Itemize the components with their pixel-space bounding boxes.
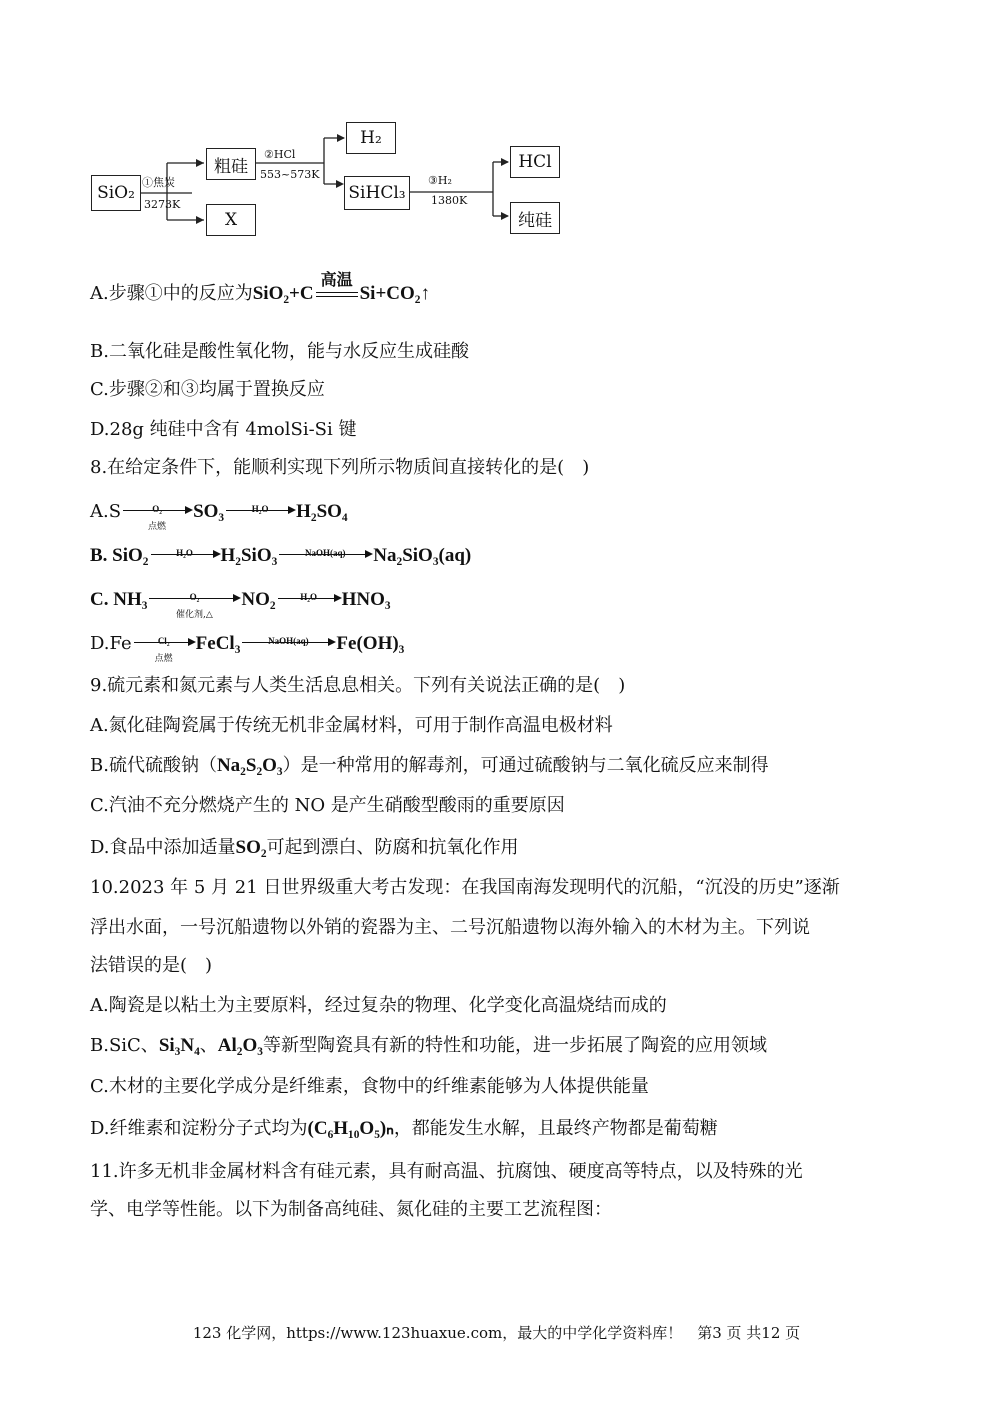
arrow-reagent: O₂: [189, 592, 200, 602]
product: HNO₃: [341, 589, 391, 610]
text: D.食品中添加适量: [90, 837, 236, 858]
arrow-reagent: NaOH(aq): [305, 548, 346, 558]
q11-stem-line2: 学、电学等性能。以下为制备高纯硅、氮化硅的主要工艺流程图：: [90, 1199, 612, 1220]
arrow-condition: 点燃: [148, 522, 167, 532]
option-label: D.Fe: [90, 633, 132, 654]
reaction-arrow: [151, 545, 219, 567]
arrow-reagent: H₂O: [176, 548, 193, 558]
arrow-reagent: Cl₂: [157, 636, 170, 646]
step3-temp: 1380K: [431, 194, 468, 207]
text: B.SiC、: [90, 1035, 159, 1056]
q10-option-b: [90, 1034, 767, 1058]
q8-option-d: [90, 632, 405, 664]
q8-option-c: [90, 588, 391, 620]
q7-option-a: [90, 270, 430, 306]
arrow-reagent: H₂O: [300, 592, 317, 602]
product: H₂SiO₃: [220, 545, 278, 566]
q9-option-c: C.汽油不充分燃烧产生的 NO 是产生硝酸型酸雨的重要原因: [90, 795, 565, 816]
text: D.纤维素和淀粉分子式均为: [90, 1118, 308, 1139]
q11-stem-line1: 11.许多无机非金属材料含有硅元素，具有耐高温、抗腐蚀、硬度高等特点，以及特殊的光: [90, 1161, 803, 1182]
arrow-condition: 催化剂,△: [176, 610, 213, 620]
arrow-reagent: H₂O: [251, 504, 269, 514]
q7-a-reactants: SiO₂+C: [252, 283, 314, 304]
arrow-reagent: NaOH(aq): [268, 636, 309, 646]
product: H₂SO₄: [296, 501, 348, 522]
reaction-arrow: [226, 501, 294, 523]
step3-reagent: ③H₂: [428, 174, 452, 187]
arrow-condition: 点燃: [154, 654, 173, 664]
q7-option-b: B.二氧化硅是酸性氧化物，能与水反应生成硅酸: [90, 341, 469, 362]
reaction-arrow: [278, 589, 340, 611]
q10-stem-line3: 法错误的是( ): [90, 955, 213, 976]
text: 等新型陶瓷具有新的特性和功能，进一步拓展了陶瓷的应用领域: [262, 1035, 767, 1056]
product: NO₂: [241, 589, 276, 610]
q10-option-a: A.陶瓷是以粘土为主要原料，经过复杂的物理、化学变化高温烧结而成的: [90, 995, 667, 1016]
product: Fe(OH)₃: [336, 633, 405, 654]
q8-option-b: [90, 544, 471, 568]
q8-stem: 8.在给定条件下，能顺利实现下列所示物质间直接转化的是( ): [90, 457, 590, 478]
q7-a-products: Si+CO₂↑: [359, 283, 430, 304]
formula: (C₆H₁₀O₅)ₙ: [307, 1118, 394, 1139]
reaction-arrow: [123, 501, 191, 532]
sihcl3-box: SiHCl₃: [344, 176, 410, 210]
formula: Si₃N₄: [158, 1035, 200, 1056]
q7-option-d: D.28g 纯硅中含有 4molSi-Si 键: [90, 419, 357, 440]
x-box: X: [206, 204, 256, 236]
product: FeCl₃: [195, 633, 241, 654]
text: ）是一种常用的解毒剂，可通过硫酸钠与二氧化硫反应来制得: [282, 755, 769, 776]
q10-stem-line2: 浮出水面，一号沉船遗物以外销的瓷器为主、二号沉船遗物以海外输入的木材为主。下列说: [90, 917, 810, 938]
formula: SO₂: [235, 837, 267, 858]
text: 、: [199, 1035, 218, 1056]
step1-temp: 3273K: [144, 198, 181, 211]
pure-silicon-box: 纯硅: [510, 202, 560, 234]
product: SO₃: [193, 501, 225, 522]
hcl-box: HCl: [510, 146, 560, 178]
arrow-reagent: O₂: [152, 504, 162, 514]
reaction-arrow: [242, 633, 334, 655]
q7-option-c: C.步骤②和③均属于置换反应: [90, 379, 325, 400]
step2-temp: 553~573K: [260, 168, 320, 181]
h2-box: H₂: [346, 122, 396, 154]
step2-reagent: ②HCl: [264, 148, 296, 161]
step1-reagent: ①焦炭: [142, 176, 175, 189]
page-footer: 123 化学网，https://www.123huaxue.com，最大的中学化学资料库！ 第3 页 共12 页: [192, 1324, 801, 1342]
option-label: A.S: [90, 501, 122, 522]
formula: Al₂O₃: [217, 1035, 263, 1056]
q10-option-c: C.木材的主要化学成分是纤维素，食物中的纤维素能够为人体提供能量: [90, 1076, 649, 1097]
option-label: B. SiO₂: [90, 545, 149, 566]
q9-stem: 9.硫元素和氮元素与人类生活息息相关。下列有关说法正确的是( ): [90, 675, 626, 696]
sio2-box: SiO₂: [91, 175, 141, 211]
product: Na₂SiO₃(aq): [373, 545, 472, 566]
crude-silicon-box: 粗硅: [206, 148, 256, 180]
reaction-arrow: [279, 545, 371, 567]
q9-option-b: [90, 754, 769, 778]
option-label: C. NH₃: [90, 589, 148, 610]
text: B.硫代硫酸钠（: [90, 755, 217, 776]
q9-option-d: [90, 836, 519, 860]
q8-option-a: [90, 500, 348, 532]
reaction-arrow: [149, 589, 239, 620]
condition-label: 高温: [320, 270, 353, 289]
q10-option-d: [90, 1117, 718, 1141]
q7-a-text: A.步骤①中的反应为: [90, 283, 253, 304]
process-flowchart: [88, 118, 568, 246]
high-temp-equals: [314, 270, 360, 306]
q9-option-a: A.氮化硅陶瓷属于传统无机非金属材料，可用于制作高温电极材料: [90, 715, 613, 736]
reaction-arrow: [134, 633, 194, 664]
text: 可起到漂白、防腐和抗氧化作用: [266, 837, 519, 858]
q10-stem-line1: 10.2023 年 5 月 21 日世界级重大考古发现：在我国南海发现明代的沉船，“沉没的历史”逐渐: [90, 877, 840, 898]
formula: Na₂S₂O₃: [216, 755, 283, 776]
text: ，都能发生水解，且最终产物都是葡萄糖: [393, 1118, 718, 1139]
